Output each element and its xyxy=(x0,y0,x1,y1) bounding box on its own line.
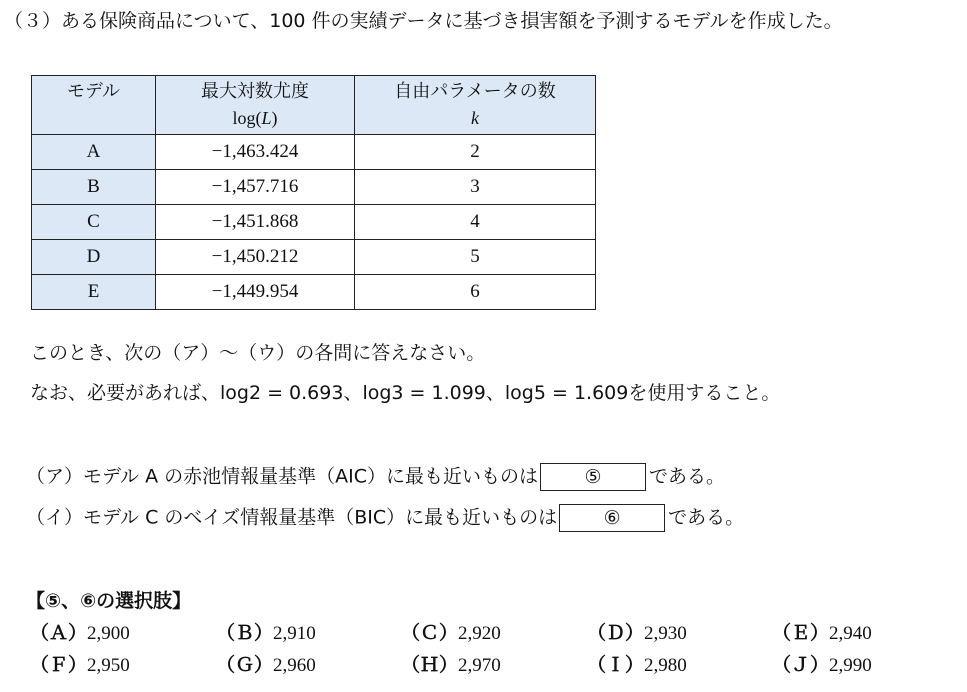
question-lead: このとき、次の（ア）～（ウ）の各問に答えなさい。 xyxy=(30,342,486,364)
choice-item[interactable] xyxy=(401,620,501,647)
choice-item[interactable] xyxy=(30,620,130,647)
cell-k: 2 xyxy=(355,135,596,170)
cell-k: 5 xyxy=(355,240,596,275)
choice-item[interactable] xyxy=(30,652,130,679)
cell-model: A xyxy=(32,135,156,170)
table-row xyxy=(32,135,596,170)
choice-letter: （Ｆ） xyxy=(30,654,88,676)
choice-value: 2,990 xyxy=(829,655,872,676)
question-i-text: （イ）モデル C のベイズ情報量基準（BIC）に最も近いものは xyxy=(26,506,558,529)
choice-value: 2,900 xyxy=(87,623,130,644)
choice-item[interactable] xyxy=(216,652,316,679)
choice-value: 2,980 xyxy=(644,655,687,676)
header-loglik-label: 最大対数尤度 xyxy=(201,81,309,102)
cell-model: C xyxy=(32,205,156,240)
question-a-suffix: である。 xyxy=(649,465,726,488)
choice-letter: （Ｇ） xyxy=(216,654,274,676)
header-params-label: 自由パラメータの数 xyxy=(394,81,556,102)
choice-value: 2,960 xyxy=(273,655,316,676)
choice-item[interactable] xyxy=(587,652,687,679)
model-table xyxy=(31,75,596,310)
choice-item[interactable] xyxy=(772,620,872,647)
cell-loglik: −1,457.716 xyxy=(156,170,355,205)
header-model-label: モデル xyxy=(66,81,121,102)
choice-value: 2,920 xyxy=(458,623,501,644)
cell-k: 3 xyxy=(355,170,596,205)
answer-box-5[interactable]: ⑤ xyxy=(540,463,646,491)
choice-letter: （Ｂ） xyxy=(216,622,274,644)
choice-item[interactable] xyxy=(587,620,687,647)
choice-letter: （Ａ） xyxy=(30,622,88,644)
choice-letter: （Ｉ） xyxy=(587,654,645,676)
table-header-row xyxy=(32,76,596,135)
question-i xyxy=(26,504,744,532)
choices-heading: 【⑤、⑥の選択肢】 xyxy=(26,590,192,612)
answer-box-6[interactable]: ⑥ xyxy=(559,504,665,532)
choice-letter: （Ｊ） xyxy=(772,654,830,676)
table-row xyxy=(32,205,596,240)
choice-value: 2,910 xyxy=(273,623,316,644)
choice-item[interactable] xyxy=(772,652,872,679)
choice-letter: （Ｈ） xyxy=(401,654,459,676)
problem-intro: （３）ある保険商品について、100 件の実績データに基づき損害額を予測するモデルを作成した。 xyxy=(4,10,843,32)
choice-value: 2,950 xyxy=(87,655,130,676)
cell-k: 4 xyxy=(355,205,596,240)
cell-k: 6 xyxy=(355,275,596,310)
header-model xyxy=(32,76,156,135)
choice-value: 2,930 xyxy=(644,623,687,644)
choice-value: 2,970 xyxy=(458,655,501,676)
cell-model: D xyxy=(32,240,156,275)
choice-item[interactable] xyxy=(401,652,501,679)
choice-letter: （Ｅ） xyxy=(772,622,830,644)
header-params xyxy=(355,76,596,135)
header-loglik-symbol: log(L) xyxy=(232,108,278,128)
table-row xyxy=(32,240,596,275)
cell-model: B xyxy=(32,170,156,205)
question-a xyxy=(26,463,725,491)
table-row xyxy=(32,170,596,205)
question-a-text: （ア）モデル A の赤池情報量基準（AIC）に最も近いものは xyxy=(26,465,538,488)
table-row xyxy=(32,275,596,310)
choice-value: 2,940 xyxy=(829,623,872,644)
cell-loglik: −1,449.954 xyxy=(156,275,355,310)
cell-loglik: −1,463.424 xyxy=(156,135,355,170)
given-logarithm-note: なお、必要があれば、log2 = 0.693、log3 = 1.099、log5 = 1.609を使用すること。 xyxy=(30,382,781,404)
question-i-suffix: である。 xyxy=(668,506,745,529)
choice-item[interactable] xyxy=(216,620,316,647)
choice-letter: （Ｃ） xyxy=(401,622,459,644)
cell-loglik: −1,451.868 xyxy=(156,205,355,240)
header-params-symbol: k xyxy=(471,108,479,128)
cell-loglik: −1,450.212 xyxy=(156,240,355,275)
header-loglik xyxy=(156,76,355,135)
cell-model: E xyxy=(32,275,156,310)
choice-letter: （Ｄ） xyxy=(587,622,645,644)
